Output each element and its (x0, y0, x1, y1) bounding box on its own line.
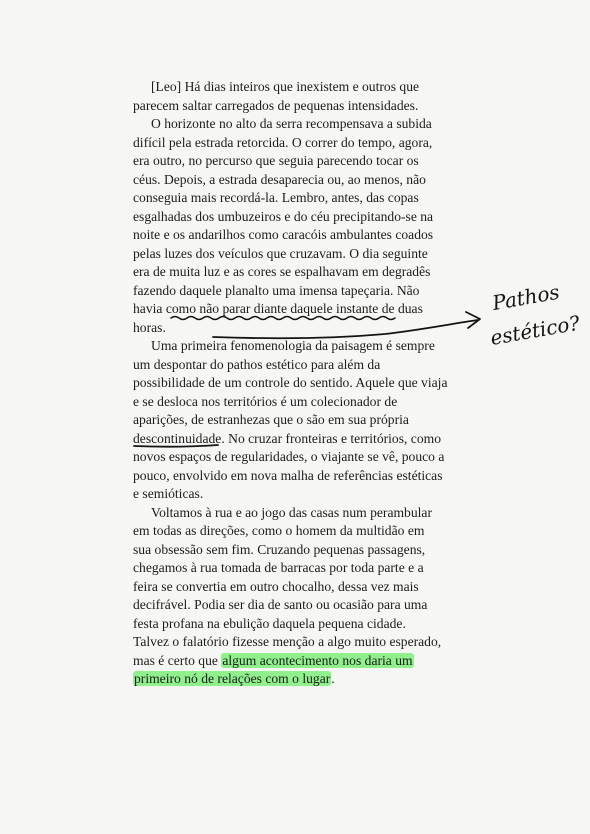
text-line: e semióticas. (133, 486, 204, 501)
margin-note (483, 277, 582, 350)
text-line: Voltamos à rua e ao jogo das casas num perambular (151, 504, 432, 520)
text-line: parecem saltar carregados de pequenas intensidades. (133, 97, 419, 113)
text-line: novos espaços de regularidades, o viajante se vê, pouco a (133, 449, 445, 464)
text-line: conseguia mais recordá-la. Lembro, antes, das copas (133, 190, 419, 205)
text-line: e se desloca nos territórios é um colecionador de (133, 393, 398, 409)
text-line: Talvez o falatório fizesse menção a algo muito esperado, (133, 634, 442, 649)
paragraph-2 (133, 115, 460, 337)
text-line (133, 670, 460, 689)
margin-note-line-2: estético? (488, 310, 582, 350)
text-line: céus. Depois, a estrada desaparecia ou, ao menos, não (133, 171, 426, 187)
body-text (133, 78, 460, 689)
text-line: um despontar do pathos estético para além da (133, 356, 381, 372)
text-line: Uma primeira fenomenologia da paisagem é sempre (151, 338, 435, 353)
text-line: decifrável. Podia ser dia de santo ou ocasião para uma (133, 597, 428, 612)
text-line: horas. (133, 319, 166, 335)
sentence-end: . (331, 671, 335, 686)
text-line-start: mas é certo que (133, 652, 222, 668)
text-line: era outro, no percurso que seguia parecendo tocar os (133, 153, 419, 168)
text-line: era de muita luz e as cores se espalhavam em degradês (133, 264, 431, 279)
text-line: esgalhadas dos umbuzeiros e do céu precipitando-se na (133, 208, 434, 224)
text-line: O horizonte no alto da serra recompensava a subida (151, 116, 432, 131)
text-line: feira se convertia em outro chocalho, dessa vez mais (133, 578, 419, 594)
text-line (133, 652, 460, 671)
text-line: havia como não parar diante daquele instante de duas (133, 301, 423, 316)
text-line: em todas as direções, como o homem da multidão em (133, 523, 425, 538)
text-line: chegamos à rua tomada de barracas por toda parte e a (133, 560, 424, 575)
text-line: aparições, de estranhezas que o são em sua própria (133, 412, 409, 427)
text-line: pouco, envolvido em nova malha de referências estéticas (133, 467, 443, 483)
text-line: difícil pela estrada retorcida. O correr do tempo, agora, (133, 134, 433, 150)
text-line: possibilidade de um controle do sentido. Aquele que viaja (133, 375, 448, 390)
arrow-head-icon (466, 312, 480, 328)
text-line: noite e os andarilhos como caracóis ambulantes coados (133, 227, 434, 242)
text-line: festa profana na ebulição daquela pequena cidade. (133, 615, 406, 631)
highlighted-text: primeiro nó de relações com o lugar (134, 671, 331, 686)
text-line: fazendo daquele planalto uma imensa tapeçaria. Não (133, 282, 420, 298)
text-line: descontinuidade. No cruzar fronteiras e territórios, como (133, 430, 442, 446)
highlighted-text: algum acontecimento nos daria um (222, 652, 413, 668)
paragraph-3 (133, 337, 460, 504)
paragraph-4 (133, 504, 460, 689)
text-line: pelas luzes dos veículos que cruzavam. O dia seguinte (133, 245, 428, 261)
paragraph-1 (133, 78, 460, 115)
text-line: [Leo] Há dias inteiros que inexistem e outros que (151, 79, 420, 94)
margin-note-line-1: Pathos (490, 279, 562, 316)
text-line: sua obsessão sem fim. Cruzando pequenas passagens, (133, 541, 426, 557)
